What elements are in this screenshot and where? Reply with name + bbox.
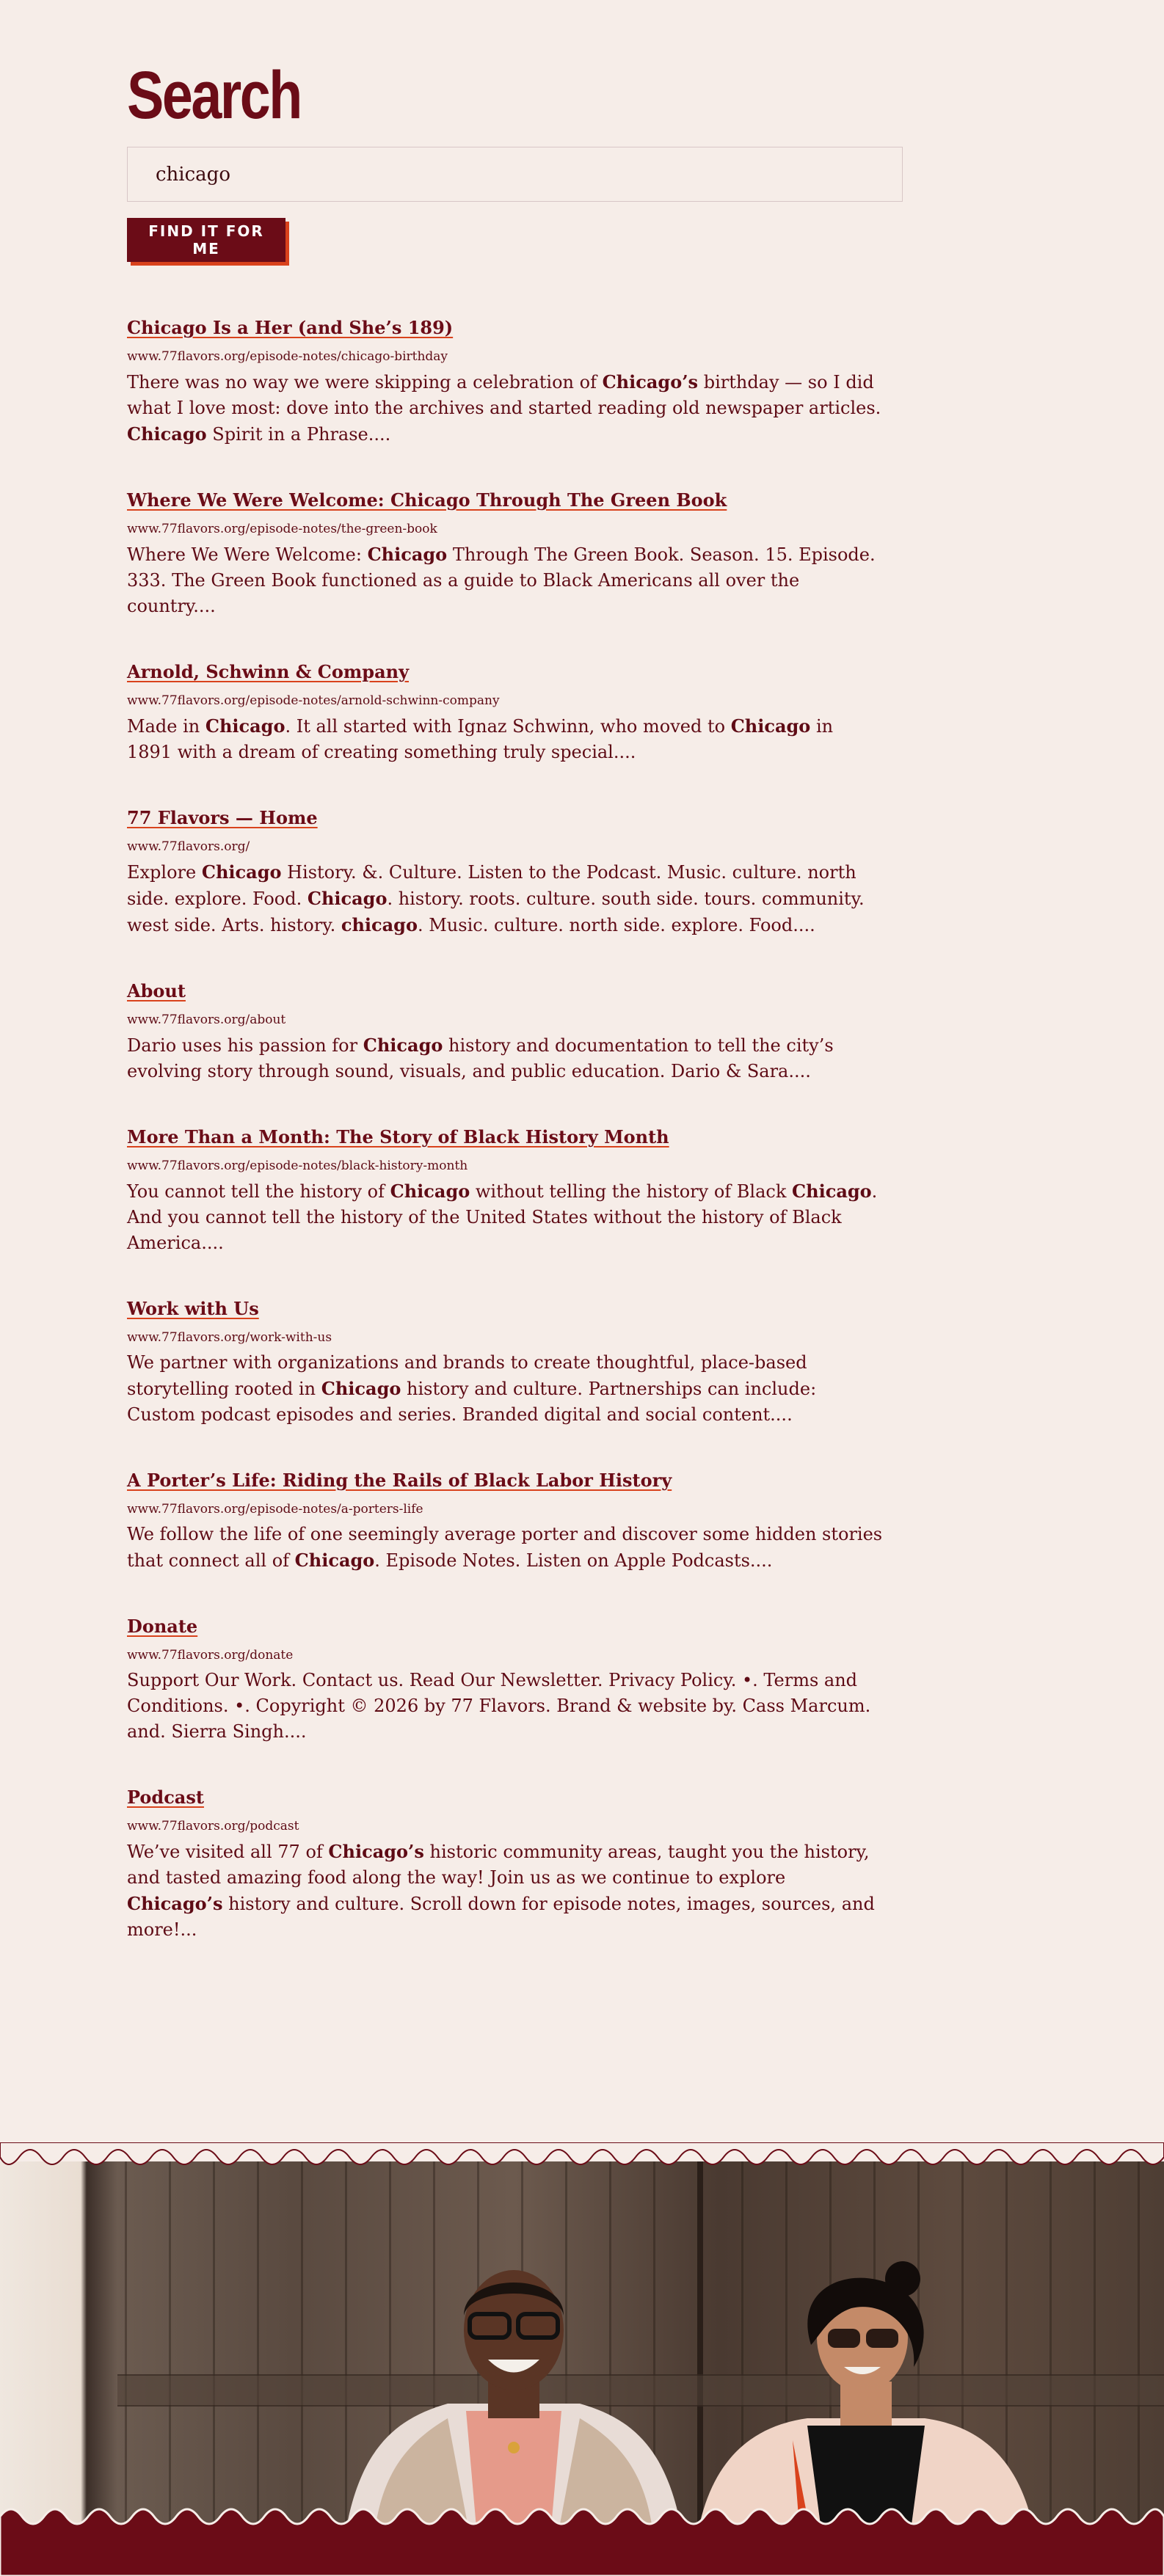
search-results: [127, 315, 905, 1943]
result-snippet: [127, 369, 883, 448]
snippet-text: Spirit in a Phrase....: [206, 424, 391, 445]
result-item: [127, 315, 905, 448]
result-title-link[interactable]: A Porter’s Life: Riding the Rails of Black Labor History: [127, 1470, 672, 1491]
snippet-highlight: Chicago: [792, 1181, 872, 1202]
result-url: www.77flavors.org/work-with-us: [127, 1330, 332, 1345]
snippet-highlight: Chicago: [294, 1550, 375, 1571]
result-snippet: [127, 541, 883, 619]
snippet-text: history and culture. Scroll down for episode notes, images, sources, and more!...: [127, 1894, 875, 1940]
snippet-highlight: Chicago: [201, 861, 282, 883]
result-title-link[interactable]: Where We Were Welcome: Chicago Through The Green Book: [127, 489, 727, 511]
snippet-text: Explore: [127, 862, 202, 883]
snippet-text: in 1891 with a dream of creating something truly special....: [127, 716, 834, 762]
result-item: [127, 1613, 905, 1745]
search-input[interactable]: [127, 147, 903, 202]
snippet-text: history and culture. Partnerships can include: Custom podcast episodes and series. Branded digital and social content....: [127, 1379, 817, 1425]
snippet-text: Dario uses his passion for: [127, 1035, 363, 1056]
search-page: [127, 59, 905, 1982]
snippet-text: Where We Were Welcome:: [127, 544, 368, 565]
result-title-link[interactable]: Work with Us: [127, 1298, 259, 1319]
result-snippet: [127, 859, 883, 938]
snippet-text: history and documentation to tell the city’s evolving story through sound, visuals, and public education. Dario & Sara....: [127, 1035, 834, 1081]
snippet-text: . And you cannot tell the history of the United States without the history of Black America....: [127, 1181, 878, 1253]
snippet-text: . Episode Notes. Listen on Apple Podcasts....: [374, 1550, 773, 1571]
wavy-divider-top: [0, 2142, 1164, 2179]
snippet-text: History. &. Culture. Listen to the Podcast. Music. culture. north side. explore. Food.: [127, 862, 856, 909]
result-title-link[interactable]: 77 Flavors — Home: [127, 807, 318, 828]
snippet-text: We’ve visited all 77 of: [127, 1842, 329, 1862]
snippet-highlight: Chicago: [730, 715, 811, 737]
snippet-text: . history. roots. culture. south side. tours. community. west side. Arts. history.: [127, 889, 865, 935]
result-url: www.77flavors.org/episode-notes/black-history-month: [127, 1159, 468, 1173]
result-item: [127, 659, 905, 765]
result-title-link[interactable]: About: [127, 980, 186, 1001]
result-snippet: [127, 1350, 883, 1428]
result-url: www.77flavors.org/episode-notes/a-porters-life: [127, 1502, 423, 1517]
result-title-link[interactable]: Podcast: [127, 1787, 204, 1808]
result-item: [127, 1124, 905, 1256]
snippet-text: Made in: [127, 716, 205, 737]
snippet-highlight: Chicago’s: [328, 1841, 424, 1862]
snippet-highlight: Chicago: [205, 715, 285, 737]
result-item: [127, 1467, 905, 1574]
snippet-highlight: Chicago: [390, 1181, 470, 1202]
snippet-text: You cannot tell the history of: [127, 1181, 390, 1202]
result-snippet: [127, 1032, 883, 1084]
snippet-highlight: Chicago: [321, 1378, 401, 1399]
result-url: www.77flavors.org/donate: [127, 1648, 294, 1663]
snippet-highlight: Chicago: [127, 423, 207, 445]
result-url: www.77flavors.org/episode-notes/the-green-book: [127, 522, 437, 536]
footer-photo-banner: [0, 2142, 1164, 2576]
result-url: www.77flavors.org/: [127, 839, 250, 854]
snippet-highlight: Chicago: [307, 888, 388, 909]
snippet-text: historic community areas, taught you the history, and tasted amazing food along the way! Join us as we continue to explore: [127, 1842, 870, 1888]
wavy-divider-bottom: [0, 2495, 1164, 2576]
result-title-link[interactable]: Chicago Is a Her (and She’s 189): [127, 317, 454, 338]
snippet-text: Support Our Work. Contact us. Read Our Newsletter. Privacy Policy. •. Terms and Conditions. •. Copyright © 2026 by 77 Flavors. Brand & website by. Cass Marcum. and. Sierra Singh....: [127, 1670, 871, 1742]
result-snippet: [127, 1839, 883, 1943]
result-url: www.77flavors.org/about: [127, 1012, 286, 1027]
result-url: www.77flavors.org/episode-notes/arnold-schwinn-company: [127, 693, 500, 708]
find-it-button[interactable]: FIND IT FOR ME: [127, 218, 285, 262]
result-item: [127, 487, 905, 619]
result-item: [127, 978, 905, 1084]
result-item: [127, 1784, 905, 1943]
snippet-text: Through The Green Book. Season. 15. Episode. 333. The Green Book functioned as a guide to Black Americans all over the country....: [127, 544, 876, 616]
snippet-highlight: Chicago’s: [602, 371, 699, 393]
result-title-link[interactable]: More Than a Month: The Story of Black History Month: [127, 1126, 669, 1147]
result-title-link[interactable]: Donate: [127, 1616, 198, 1637]
snippet-text: . It all started with Ignaz Schwinn, who moved to: [285, 716, 731, 737]
result-item: [127, 1296, 905, 1428]
snippet-text: We follow the life of one seemingly average porter and discover some hidden stories that connect all of: [127, 1524, 883, 1571]
snippet-highlight: Chicago: [367, 544, 448, 565]
page-title: Search: [127, 58, 301, 133]
result-snippet: [127, 713, 883, 765]
result-url: www.77flavors.org/episode-notes/chicago-birthday: [127, 349, 448, 364]
hosts-photo: [0, 2161, 1164, 2528]
snippet-highlight: chicago: [341, 914, 418, 935]
result-url: www.77flavors.org/podcast: [127, 1819, 299, 1834]
result-item: [127, 805, 905, 938]
snippet-text: We partner with organizations and brands to create thoughtful, place-based storytelling rooted in: [127, 1352, 807, 1399]
result-snippet: [127, 1668, 883, 1745]
snippet-text: without telling the history of Black: [470, 1181, 793, 1202]
result-snippet: [127, 1178, 883, 1256]
snippet-highlight: Chicago: [363, 1035, 443, 1056]
host-man-figure: [330, 2227, 697, 2528]
result-title-link[interactable]: Arnold, Schwinn & Company: [127, 661, 410, 682]
snippet-highlight: Chicago’s: [127, 1893, 223, 1914]
snippet-text: There was no way we were skipping a celebration of: [127, 372, 603, 393]
result-snippet: [127, 1522, 883, 1574]
host-woman-figure: [683, 2257, 1050, 2528]
snippet-text: birthday — so I did what I love most: dove into the archives and started reading old newspaper articles.: [127, 372, 881, 418]
snippet-text: . Music. culture. north side. explore. Food....: [417, 915, 815, 935]
